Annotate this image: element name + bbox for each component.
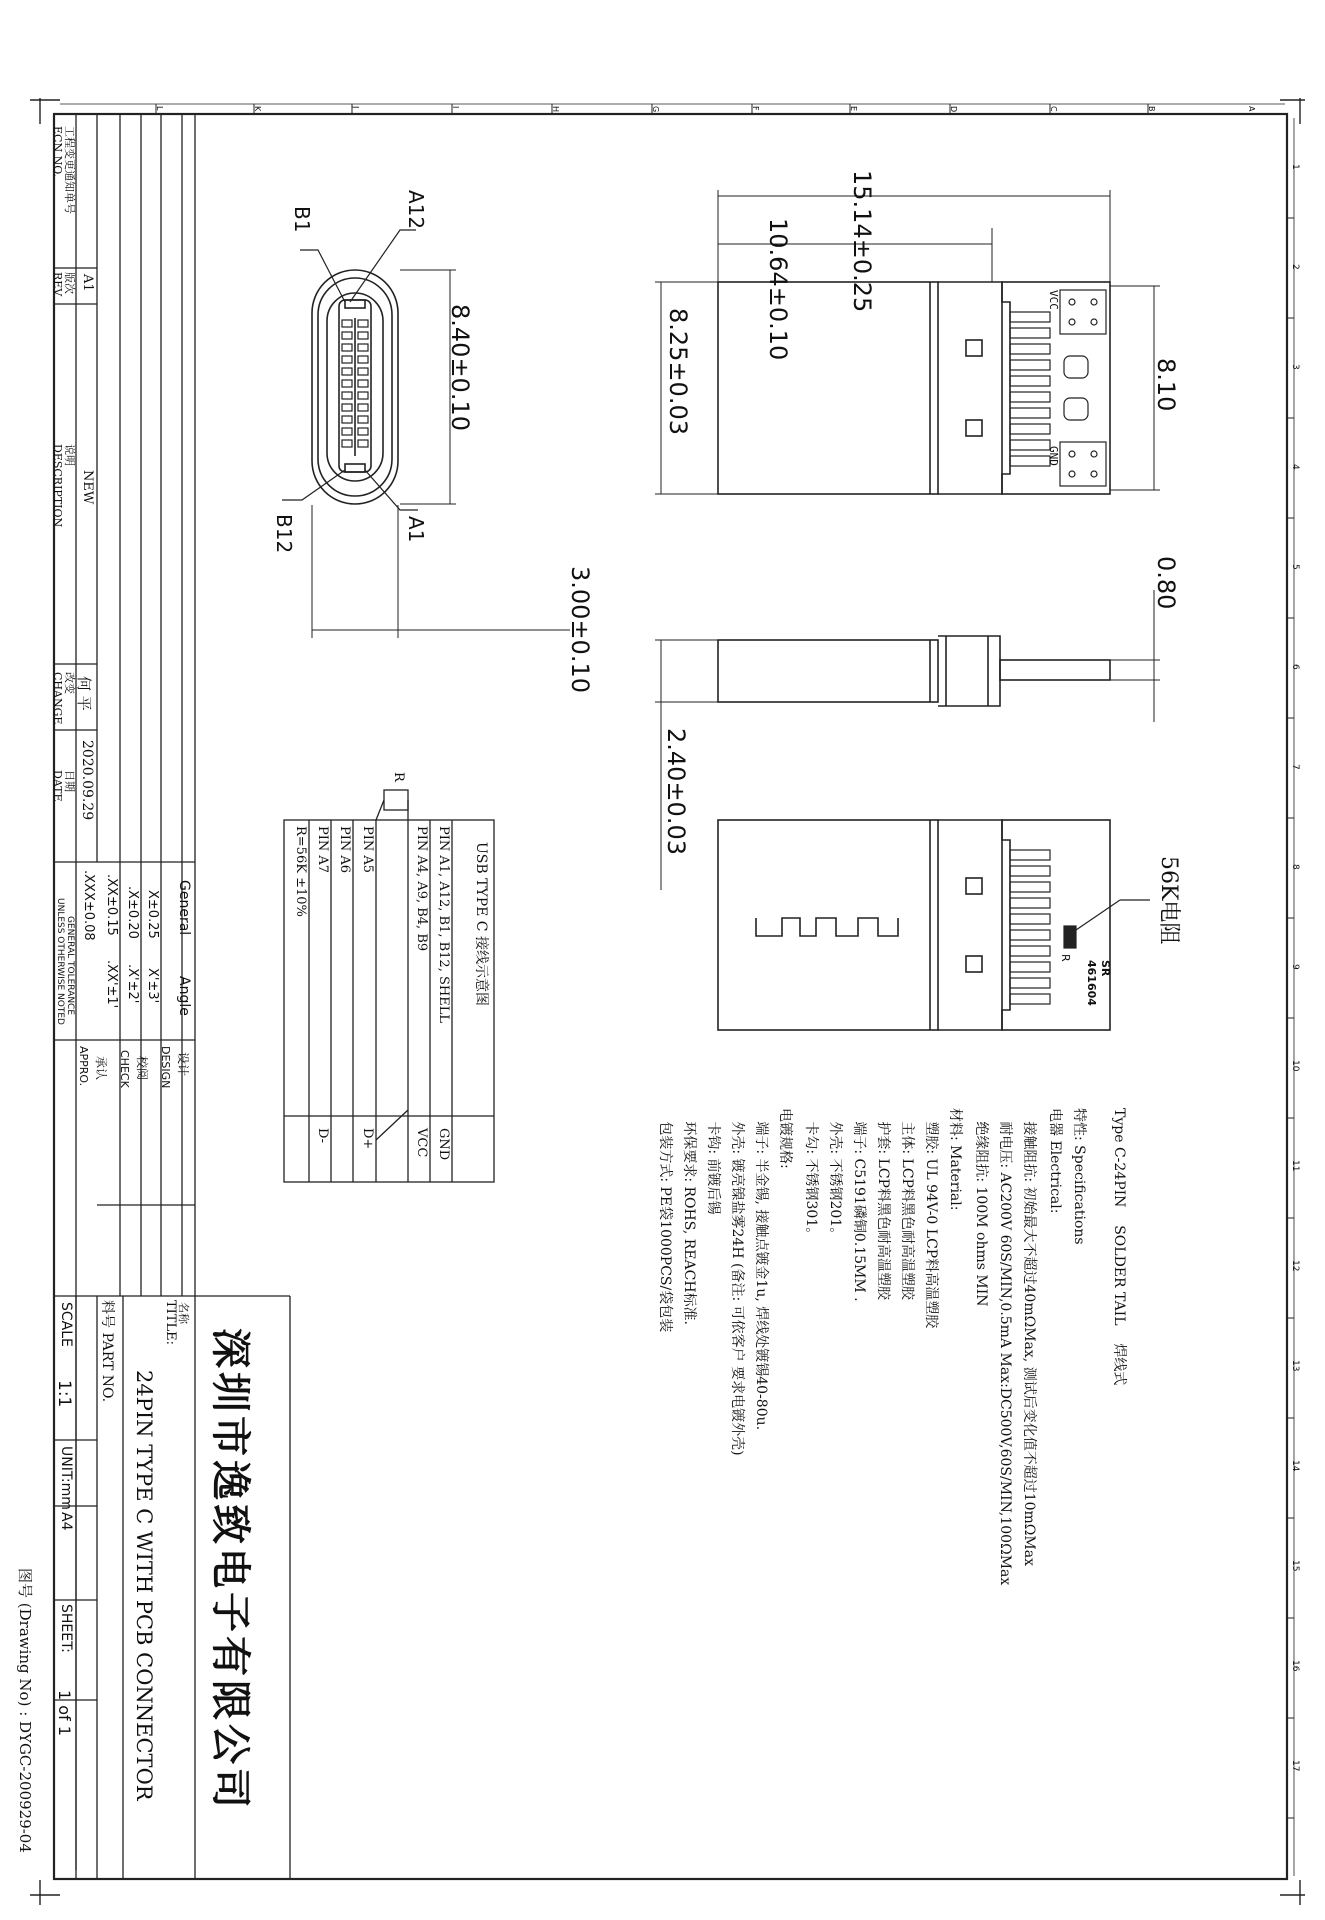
dimension: 2.40±0.03 — [662, 728, 690, 855]
wiring-signal: D+ — [360, 1128, 375, 1150]
wiring-signal: D- — [315, 1128, 330, 1144]
tolerance-linear: .X±0.20 — [125, 886, 140, 939]
role-design-en: DESIGN — [159, 1046, 172, 1089]
change-value: 何 平 — [75, 676, 93, 711]
resistor-label: R — [391, 772, 406, 782]
grid-number: 15 — [1290, 1560, 1300, 1572]
grid-letter: K — [253, 106, 262, 112]
tolerance-linear: X±0.25 — [145, 890, 160, 939]
part-no-label: 料号 PART NO. — [99, 1300, 115, 1403]
spec-line: 主体: LCP料黑色耐高温塑胶 — [899, 1108, 915, 1300]
date-value: 2020.09.29 — [79, 740, 95, 821]
wiring-pins: PIN A5 — [360, 826, 375, 874]
description-value: NEW — [80, 470, 95, 505]
side-view — [655, 590, 1160, 890]
ecn-label: 工程变更通知单号 ECN NO. — [51, 126, 76, 214]
tolerance-angular: .X'±2' — [125, 964, 140, 1004]
tolerance-linear: .XXX±0.08 — [81, 870, 96, 941]
part-code: 461604 — [1085, 960, 1098, 1006]
dimension: 0.80 — [1152, 556, 1180, 610]
company-name: 深圳市逸致电子有限公司 — [207, 1328, 254, 1812]
spec-line: 材料: Material: — [947, 1108, 963, 1211]
dimension: 8.10 — [1152, 358, 1180, 412]
resistor-callout: 56K电阻 — [1156, 856, 1181, 945]
grid-number: 3 — [1290, 364, 1300, 370]
grid-number: 4 — [1290, 464, 1300, 470]
grid-letter: D — [949, 106, 958, 113]
grid-letter: F — [751, 106, 760, 111]
dimension: 8.25±0.03 — [664, 308, 692, 435]
grid-letter: H — [551, 106, 560, 113]
tolerance-general: General — [176, 880, 192, 936]
grid-letter: C — [1049, 106, 1058, 112]
role-appro-en: APPRO. — [77, 1046, 90, 1087]
pad-label: VCC — [1047, 290, 1060, 310]
role-check-cn: 校阅 — [135, 1056, 149, 1081]
pin-label: A1 — [404, 516, 428, 543]
grid-letter: I — [451, 106, 460, 109]
scale-label: SCALE — [58, 1302, 74, 1347]
grid-number: 8 — [1290, 864, 1300, 870]
pin-label: B12 — [272, 514, 296, 554]
spec-line: 卡钩: 前镀后锡 — [705, 1108, 721, 1215]
spec-line: 塑胶: UL 94V-0 LCP料高温塑胶 — [923, 1108, 939, 1329]
tolerance-linear: .XX±0.15 — [104, 874, 119, 936]
spec-line: 外壳: 不锈钢201。 — [827, 1108, 843, 1242]
grid-number: 13 — [1290, 1360, 1300, 1372]
role-check-en: CHECK — [118, 1050, 131, 1088]
dimension: 10.64±0.10 — [764, 218, 792, 361]
spec-line: 耐电压: AC200V 60S/MIN,0.5mA Max:DC500V,60S/MIN,100ΩMax — [997, 1108, 1013, 1586]
spec-line: 端子: C5191磷铜0.15MM . — [851, 1108, 867, 1302]
grid-number: 11 — [1290, 1160, 1300, 1172]
grid-letter: B — [1147, 106, 1156, 112]
tolerance-note: UNLESS OTHERWISE NOTED — [55, 898, 65, 1025]
scale-value: 1:1 — [54, 1380, 74, 1408]
spec-line: 接触阻抗: 初始最大不超过40mΩMax, 测试后变化值不超过10mΩMax — [1021, 1108, 1037, 1566]
spec-line: Type C-24PIN SOLDER TAIL 焊线式 — [1111, 1108, 1127, 1386]
wiring-pins: PIN A7 — [315, 826, 330, 874]
grid-number: 9 — [1290, 964, 1300, 970]
grid-number: 7 — [1290, 764, 1300, 770]
description-label: 说明 DESCRIPTION — [51, 444, 76, 528]
wiring-pins: PIN A1, A12, B1, B12, SHELL — [436, 826, 451, 1023]
grid-number: 2 — [1290, 264, 1300, 270]
wiring-signal: GND — [436, 1128, 451, 1161]
drawing-number: 图号 (Drawing No) : DYGC-200929-04 — [16, 1568, 34, 1853]
grid-letter: L — [155, 106, 164, 111]
tolerance-note: GENERAL TOLERANCE — [65, 916, 75, 1016]
grid-letter: J — [351, 106, 360, 109]
sheet-label: SHEET: — [58, 1604, 74, 1653]
change-label: 改变 CHANGE — [51, 672, 76, 725]
wiring-signal: VCC — [414, 1128, 429, 1158]
grid-number: 5 — [1290, 564, 1300, 570]
dimension: 3.00±0.10 — [566, 566, 594, 693]
spec-line: 环保要求: ROHS, REACH标准. — [681, 1108, 697, 1325]
date-label: 日期 DATE — [51, 770, 76, 802]
grid-letter: G — [651, 106, 660, 113]
spec-line: 外壳: 镀亮镍盐雾24H (备注: 可依客户 要求电镀外壳) — [729, 1108, 745, 1456]
wiring-title: USB TYPE C 接线示意图 — [473, 842, 489, 1006]
wiring-pins: PIN A4, A9, B4, B9 — [414, 826, 429, 952]
dimension: 8.40±0.10 — [446, 304, 474, 431]
pin-label: B1 — [290, 206, 314, 233]
r-label: R — [1059, 954, 1072, 962]
sheet-value: 1 of 1 — [55, 1690, 74, 1736]
top-view — [655, 190, 1160, 494]
spec-line: 包装方式: PE袋1000PCS/袋包装 — [657, 1108, 673, 1333]
wiring-pins: PIN A6 — [337, 826, 352, 874]
grid-number: 6 — [1290, 664, 1300, 670]
unit-value: UNIT:mm — [58, 1446, 74, 1510]
spec-line: 电器 Electrical: — [1047, 1108, 1063, 1214]
grid-number: 10 — [1290, 1060, 1300, 1072]
role-design-cn: 设计 — [176, 1052, 190, 1077]
tolerance-angular: X'±3' — [145, 968, 160, 1004]
wiring-note: R=56K ±10% — [293, 826, 308, 917]
spec-line: 绝缘阻抗: 100M ohms MIN — [973, 1108, 989, 1307]
rev-label: 版次 REV — [51, 272, 76, 297]
spec-line: 端子: 半金锡, 接触点镀金1u, 焊线处镀锡40-80u. — [753, 1108, 769, 1431]
dimension: 15.14±0.25 — [848, 170, 876, 313]
title-label-en: TITLE: — [163, 1300, 178, 1345]
grid-number: 17 — [1290, 1760, 1300, 1772]
grid-number: 1 — [1290, 164, 1300, 170]
tolerance-angular: .XX'±1' — [104, 960, 119, 1009]
pin-label: A12 — [404, 190, 428, 230]
pad-label: GND — [1047, 446, 1060, 466]
spec-line: 卡勾: 不锈钢301。 — [803, 1108, 819, 1242]
spec-line: 电镀规格: — [777, 1108, 793, 1169]
tolerance-angle: Angle — [176, 976, 192, 1016]
rev-value: A1 — [80, 274, 95, 292]
paper-size: A4 — [58, 1512, 74, 1531]
grid-number: 12 — [1290, 1260, 1300, 1272]
grid-letter: E — [849, 106, 858, 112]
drawing-title: 24PIN TYPE C WITH PCB CONNECTOR — [132, 1370, 156, 1801]
grid-number: 16 — [1290, 1660, 1300, 1672]
spec-line: 特性: Specifications — [1071, 1108, 1087, 1245]
grid-letter: A — [1247, 106, 1256, 112]
role-appro-cn: 承认 — [94, 1056, 108, 1081]
title-label-cn: 名称 — [177, 1302, 190, 1324]
sr-label: SR — [1099, 960, 1112, 977]
face-view — [282, 230, 570, 638]
spec-line: 护套: LCP料黑色耐高温塑胶 — [875, 1108, 891, 1300]
grid-number: 14 — [1290, 1460, 1300, 1472]
